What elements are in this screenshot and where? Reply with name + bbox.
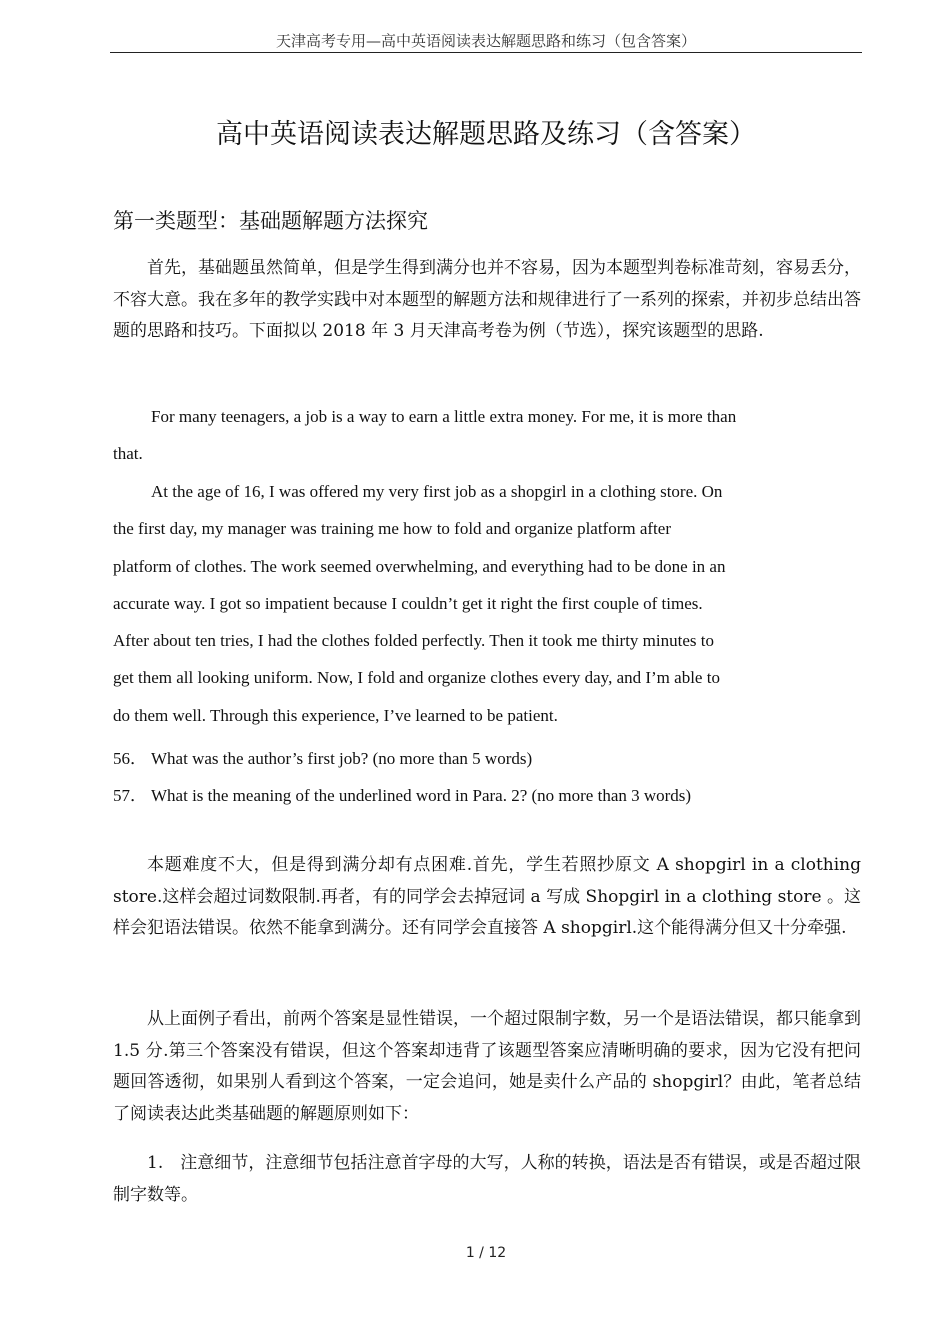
analysis-paragraph-3: 1. 注意细节，注意细节包括注意首字母的大写，人称的转换，语法是否有错误，或是否超过限制字数等。 [113, 1153, 861, 1205]
question-number: 56． [113, 749, 147, 768]
analysis-paragraph-2: 从上面例子看出，前两个答案是显性错误，一个超过限制字数，另一个是语法错误，都只能拿到 1.5 分.第三个答案没有错误，但这个答案却违背了该题型答案应清晰明确的要求，因为它没有把问题回答透彻，如果别人看到这个答案，一定会追问，她是卖什么产品的 shopgirl？由此，笔者总结了阅读表达此类基础题的解题原则如下： [113, 1009, 861, 1124]
passage-line: accurate way. I got so impatient because I couldn’t get it right the first couple of times. [113, 593, 703, 613]
page-number: 1 / 12 [465, 1245, 507, 1261]
header-divider [110, 52, 862, 53]
passage-line: After about ten tries, I had the clothes folded perfectly. Then it took me thirty minutes to [113, 631, 714, 651]
passage-paragraph-2 [113, 473, 861, 734]
question-57 [113, 781, 691, 806]
running-header: 天津高考专用—高中英语阅读表达解题思路和练习（包含答案） [275, 32, 696, 50]
passage-line: the first day, my manager was training me how to fold and organize platform after [113, 519, 671, 539]
passage-line: For many teenagers, a job is a way to earn a little extra money. For me, it is more than [151, 407, 737, 426]
passage-line: do them well. Through this experience, I’ve learned to be patient. [113, 705, 558, 725]
question-text: What was the author’s first job? (no more than 5 words) [151, 749, 533, 768]
passage-paragraph-1 [113, 398, 861, 473]
question-56 [113, 744, 532, 769]
analysis-paragraph-1: 本题难度不大，但是得到满分却有点困难.首先，学生若照抄原文 A shopgirl in a clothing store.这样会超过词数限制.再者，有的同学会去掉冠词 a 写成 Shopgirl in a clothing store 。这样会犯语法错误。依然不能拿到满分。还有同学会直接答 A shopgirl.这个能得满分但又十分牵强. [113, 855, 861, 938]
passage-line: get them all looking uniform. Now, I fold and organize clothes every day, and I’m able to [113, 668, 720, 688]
section-heading: 第一类题型：基础题解题方法探究 [113, 209, 428, 233]
passage-line: platform of clothes. The work seemed overwhelming, and everything had to be done in an [113, 556, 726, 576]
question-number: 57． [113, 786, 147, 805]
intro-paragraph: 首先，基础题虽然简单，但是学生得到满分也并不容易，因为本题型判卷标准苛刻，容易丢分，不容大意。我在多年的教学实践中对本题型的解题方法和规律进行了一系列的探索，并初步总结出答题的思路和技巧。下面拟以 2018 年 3 月天津高考卷为例（节选），探究该题型的思路. [113, 258, 861, 341]
passage-line: that. [113, 444, 143, 464]
question-text: What is the meaning of the underlined word in Para. 2? (no more than 3 words) [151, 786, 692, 805]
document-title: 高中英语阅读表达解题思路及练习（含答案） [216, 119, 756, 150]
passage-line: At the age of 16, I was offered my very first job as a shopgirl in a clothing store. On [151, 482, 723, 501]
